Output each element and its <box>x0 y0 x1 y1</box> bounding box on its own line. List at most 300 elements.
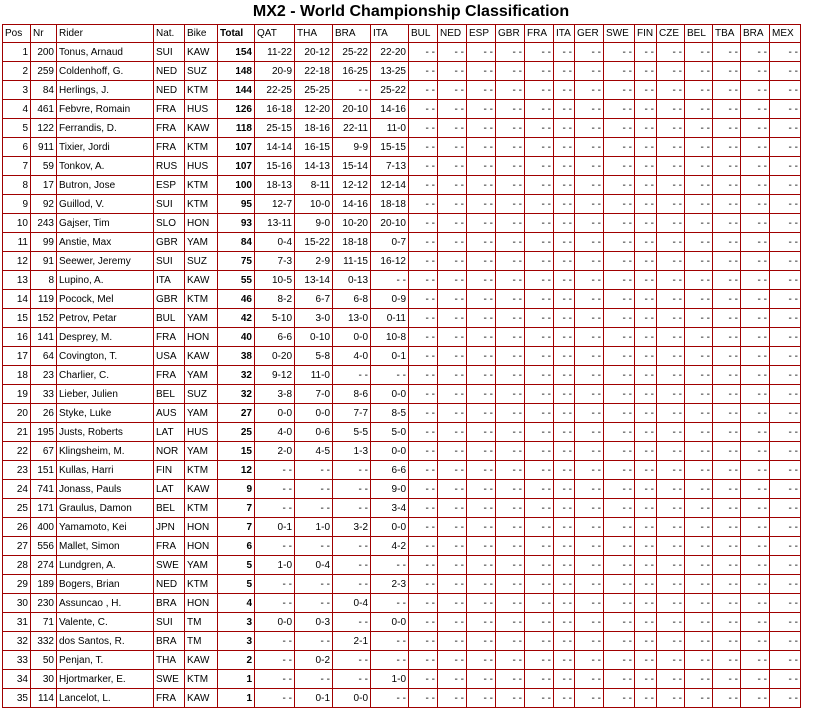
nation-cell: FRA <box>154 366 185 385</box>
nation-cell: ITA <box>154 271 185 290</box>
race-cell: - - <box>685 651 713 670</box>
race-cell: - - <box>554 613 575 632</box>
race-cell: - - <box>713 499 741 518</box>
race-cell: - - <box>255 537 295 556</box>
race-cell: - - <box>438 632 467 651</box>
bike-cell: HUS <box>185 423 218 442</box>
race-cell: - - <box>604 575 635 594</box>
nation-cell: RUS <box>154 157 185 176</box>
race-cell: - - <box>409 366 438 385</box>
race-cell: 8-2 <box>255 290 295 309</box>
pos-cell: 20 <box>2 404 31 423</box>
table-row <box>2 670 801 689</box>
race-cell: - - <box>713 423 741 442</box>
pos-cell: 19 <box>2 385 31 404</box>
race-cell: - - <box>713 195 741 214</box>
race-cell: - - <box>685 176 713 195</box>
race-cell: - - <box>770 100 801 119</box>
pos-cell: 28 <box>2 556 31 575</box>
total-cell: 84 <box>218 233 255 252</box>
race-cell: - - <box>657 62 685 81</box>
rider-cell: Butron, Jose <box>57 176 154 195</box>
nation-cell: SWE <box>154 670 185 689</box>
race-cell: - - <box>371 632 409 651</box>
race-cell: - - <box>770 480 801 499</box>
race-cell: - - <box>685 100 713 119</box>
race-cell: - - <box>713 385 741 404</box>
number-cell: 50 <box>31 651 57 670</box>
table-row <box>2 252 801 271</box>
race-cell: - - <box>575 309 604 328</box>
race-cell: - - <box>685 328 713 347</box>
race-cell: - - <box>554 81 575 100</box>
race-cell: - - <box>525 347 554 366</box>
race-cell: 25-22 <box>371 81 409 100</box>
race-cell: - - <box>467 442 496 461</box>
race-cell: - - <box>409 556 438 575</box>
race-cell: - - <box>525 138 554 157</box>
race-cell: - - <box>685 347 713 366</box>
race-cell: 7-0 <box>295 385 333 404</box>
race-cell: - - <box>554 461 575 480</box>
race-cell: - - <box>467 157 496 176</box>
rider-cell: Herlings, J. <box>57 81 154 100</box>
rider-cell: Petrov, Petar <box>57 309 154 328</box>
race-cell: - - <box>741 328 770 347</box>
race-cell: - - <box>496 233 525 252</box>
race-cell: - - <box>685 252 713 271</box>
race-cell: - - <box>657 290 685 309</box>
column-header: QAT <box>255 24 295 43</box>
race-cell: - - <box>604 62 635 81</box>
total-cell: 42 <box>218 309 255 328</box>
race-cell: - - <box>770 442 801 461</box>
race-cell: - - <box>438 423 467 442</box>
bike-cell: TM <box>185 613 218 632</box>
race-cell: 22-20 <box>371 43 409 62</box>
race-cell: - - <box>438 499 467 518</box>
race-cell: - - <box>604 328 635 347</box>
race-cell: - - <box>525 575 554 594</box>
race-cell: - - <box>713 537 741 556</box>
nation-cell: SWE <box>154 556 185 575</box>
table-header <box>2 24 801 43</box>
bike-cell: KTM <box>185 461 218 480</box>
table-row <box>2 176 801 195</box>
race-cell: - - <box>438 575 467 594</box>
race-cell: - - <box>657 385 685 404</box>
race-cell: 0-0 <box>371 442 409 461</box>
race-cell: 13-14 <box>295 271 333 290</box>
race-cell: - - <box>409 214 438 233</box>
column-header: Bike <box>185 24 218 43</box>
nation-cell: GBR <box>154 290 185 309</box>
race-cell: - - <box>525 442 554 461</box>
number-cell: 200 <box>31 43 57 62</box>
race-cell: 14-13 <box>295 157 333 176</box>
table-row <box>2 423 801 442</box>
race-cell: - - <box>554 575 575 594</box>
race-cell: - - <box>635 575 657 594</box>
race-cell: - - <box>685 43 713 62</box>
bike-cell: HON <box>185 537 218 556</box>
race-cell: - - <box>713 442 741 461</box>
column-header: SWE <box>604 24 635 43</box>
race-cell: - - <box>685 404 713 423</box>
race-cell: - - <box>525 537 554 556</box>
race-cell: - - <box>467 176 496 195</box>
race-cell: 20-10 <box>371 214 409 233</box>
race-cell: - - <box>371 366 409 385</box>
table-row <box>2 233 801 252</box>
race-cell: - - <box>657 214 685 233</box>
race-cell: - - <box>255 651 295 670</box>
race-cell: - - <box>438 119 467 138</box>
race-cell: - - <box>409 176 438 195</box>
race-cell: - - <box>604 233 635 252</box>
number-cell: 556 <box>31 537 57 556</box>
nation-cell: GBR <box>154 233 185 252</box>
rider-cell: Mallet, Simon <box>57 537 154 556</box>
race-cell: - - <box>438 556 467 575</box>
pos-cell: 34 <box>2 670 31 689</box>
total-cell: 5 <box>218 575 255 594</box>
race-cell: - - <box>741 613 770 632</box>
race-cell: - - <box>496 461 525 480</box>
race-cell: - - <box>467 81 496 100</box>
table-row <box>2 43 801 62</box>
race-cell: - - <box>685 290 713 309</box>
rider-cell: Seewer, Jeremy <box>57 252 154 271</box>
race-cell: - - <box>741 100 770 119</box>
bike-cell: SUZ <box>185 62 218 81</box>
race-cell: - - <box>685 670 713 689</box>
column-header: GBR <box>496 24 525 43</box>
rider-cell: Anstie, Max <box>57 233 154 252</box>
race-cell: - - <box>685 499 713 518</box>
race-cell: - - <box>409 328 438 347</box>
nation-cell: ESP <box>154 176 185 195</box>
column-header: Nr <box>31 24 57 43</box>
race-cell: - - <box>438 366 467 385</box>
race-cell: 25-25 <box>295 81 333 100</box>
nation-cell: LAT <box>154 480 185 499</box>
table-row <box>2 81 801 100</box>
pos-cell: 7 <box>2 157 31 176</box>
total-cell: 32 <box>218 366 255 385</box>
race-cell: - - <box>525 518 554 537</box>
race-cell: - - <box>635 157 657 176</box>
race-cell: - - <box>604 613 635 632</box>
race-cell: - - <box>575 518 604 537</box>
race-cell: - - <box>575 347 604 366</box>
race-cell: 16-15 <box>295 138 333 157</box>
race-cell: - - <box>438 651 467 670</box>
race-cell: - - <box>525 594 554 613</box>
race-cell: - - <box>295 480 333 499</box>
race-cell: - - <box>741 309 770 328</box>
nation-cell: LAT <box>154 423 185 442</box>
table-row <box>2 594 801 613</box>
rider-cell: Styke, Luke <box>57 404 154 423</box>
race-cell: - - <box>496 385 525 404</box>
race-cell: - - <box>554 176 575 195</box>
nation-cell: BEL <box>154 385 185 404</box>
race-cell: - - <box>525 43 554 62</box>
table-row <box>2 347 801 366</box>
number-cell: 8 <box>31 271 57 290</box>
race-cell: - - <box>713 328 741 347</box>
column-header: FRA <box>525 24 554 43</box>
race-cell: 15-14 <box>333 157 371 176</box>
number-cell: 122 <box>31 119 57 138</box>
race-cell: - - <box>525 157 554 176</box>
total-cell: 95 <box>218 195 255 214</box>
race-cell: - - <box>635 670 657 689</box>
number-cell: 23 <box>31 366 57 385</box>
race-cell: 14-14 <box>255 138 295 157</box>
race-cell: - - <box>438 290 467 309</box>
race-cell: 0-11 <box>371 309 409 328</box>
total-cell: 7 <box>218 499 255 518</box>
race-cell: - - <box>741 480 770 499</box>
race-cell: - - <box>525 689 554 708</box>
number-cell: 64 <box>31 347 57 366</box>
race-cell: - - <box>496 62 525 81</box>
race-cell: 0-20 <box>255 347 295 366</box>
race-cell: - - <box>333 613 371 632</box>
race-cell: - - <box>604 119 635 138</box>
rider-cell: Hjortmarker, E. <box>57 670 154 689</box>
race-cell: - - <box>467 347 496 366</box>
race-cell: - - <box>685 366 713 385</box>
race-cell: 13-0 <box>333 309 371 328</box>
race-cell: - - <box>770 290 801 309</box>
race-cell: - - <box>657 176 685 195</box>
race-cell: - - <box>770 347 801 366</box>
race-cell: - - <box>635 613 657 632</box>
bike-cell: YAM <box>185 309 218 328</box>
bike-cell: HUS <box>185 100 218 119</box>
race-cell: - - <box>295 575 333 594</box>
race-cell: - - <box>713 214 741 233</box>
race-cell: - - <box>685 480 713 499</box>
race-cell: - - <box>525 309 554 328</box>
rider-cell: Pocock, Mel <box>57 290 154 309</box>
race-cell: - - <box>438 271 467 290</box>
race-cell: 10-20 <box>333 214 371 233</box>
race-cell: - - <box>770 518 801 537</box>
race-cell: - - <box>496 43 525 62</box>
race-cell: - - <box>575 461 604 480</box>
race-cell: 12-7 <box>255 195 295 214</box>
race-cell: - - <box>467 214 496 233</box>
nation-cell: BEL <box>154 499 185 518</box>
race-cell: 0-0 <box>333 689 371 708</box>
race-cell: - - <box>635 195 657 214</box>
race-cell: - - <box>333 651 371 670</box>
race-cell: - - <box>770 613 801 632</box>
race-cell: - - <box>525 233 554 252</box>
race-cell: - - <box>713 138 741 157</box>
race-cell: - - <box>657 119 685 138</box>
race-cell: - - <box>635 214 657 233</box>
table-row <box>2 442 801 461</box>
race-cell: - - <box>295 632 333 651</box>
race-cell: - - <box>770 81 801 100</box>
table-row <box>2 575 801 594</box>
table-row <box>2 651 801 670</box>
table-row <box>2 271 801 290</box>
total-cell: 3 <box>218 632 255 651</box>
race-cell: 5-8 <box>295 347 333 366</box>
total-cell: 126 <box>218 100 255 119</box>
table-row <box>2 518 801 537</box>
race-cell: - - <box>657 138 685 157</box>
race-cell: - - <box>409 480 438 499</box>
pos-cell: 16 <box>2 328 31 347</box>
race-cell: 18-16 <box>295 119 333 138</box>
race-cell: 11-22 <box>255 43 295 62</box>
race-cell: - - <box>496 499 525 518</box>
table-row <box>2 480 801 499</box>
nation-cell: SLO <box>154 214 185 233</box>
race-cell: - - <box>438 176 467 195</box>
race-cell: - - <box>496 214 525 233</box>
race-cell: - - <box>409 651 438 670</box>
race-cell: - - <box>713 632 741 651</box>
rider-cell: Covington, T. <box>57 347 154 366</box>
race-cell: - - <box>467 537 496 556</box>
pos-cell: 23 <box>2 461 31 480</box>
total-cell: 9 <box>218 480 255 499</box>
table-row <box>2 309 801 328</box>
rider-cell: Graulus, Damon <box>57 499 154 518</box>
nation-cell: NED <box>154 81 185 100</box>
race-cell: - - <box>575 632 604 651</box>
race-cell: 8-5 <box>371 404 409 423</box>
number-cell: 152 <box>31 309 57 328</box>
race-cell: - - <box>657 613 685 632</box>
race-cell: - - <box>635 100 657 119</box>
race-cell: - - <box>657 157 685 176</box>
race-cell: - - <box>554 233 575 252</box>
race-cell: - - <box>741 670 770 689</box>
race-cell: - - <box>496 119 525 138</box>
number-cell: 189 <box>31 575 57 594</box>
race-cell: - - <box>554 366 575 385</box>
column-header: TBA <box>713 24 741 43</box>
race-cell: - - <box>409 423 438 442</box>
rider-cell: Charlier, C. <box>57 366 154 385</box>
number-cell: 400 <box>31 518 57 537</box>
race-cell: - - <box>409 461 438 480</box>
race-cell: 7-13 <box>371 157 409 176</box>
race-cell: - - <box>575 252 604 271</box>
race-cell: - - <box>635 81 657 100</box>
race-cell: - - <box>657 689 685 708</box>
race-cell: 13-11 <box>255 214 295 233</box>
race-cell: - - <box>409 233 438 252</box>
number-cell: 67 <box>31 442 57 461</box>
race-cell: 18-18 <box>333 233 371 252</box>
race-cell: - - <box>554 290 575 309</box>
race-cell: - - <box>635 62 657 81</box>
race-cell: - - <box>496 366 525 385</box>
race-cell: - - <box>575 480 604 499</box>
nation-cell: NOR <box>154 442 185 461</box>
rider-cell: Guillod, V. <box>57 195 154 214</box>
race-cell: - - <box>554 43 575 62</box>
race-cell: - - <box>770 43 801 62</box>
total-cell: 107 <box>218 157 255 176</box>
column-header: MEX <box>770 24 801 43</box>
race-cell: - - <box>770 195 801 214</box>
total-cell: 5 <box>218 556 255 575</box>
race-cell: - - <box>409 499 438 518</box>
nation-cell: FIN <box>154 461 185 480</box>
race-cell: - - <box>467 271 496 290</box>
rider-cell: Kullas, Harri <box>57 461 154 480</box>
race-cell: - - <box>295 594 333 613</box>
race-cell: - - <box>575 214 604 233</box>
race-cell: - - <box>525 176 554 195</box>
race-cell: - - <box>409 689 438 708</box>
race-cell: - - <box>604 176 635 195</box>
race-cell: 0-4 <box>255 233 295 252</box>
bike-cell: SUZ <box>185 252 218 271</box>
race-cell: - - <box>496 651 525 670</box>
bike-cell: KTM <box>185 176 218 195</box>
race-cell: - - <box>770 252 801 271</box>
race-cell: 13-25 <box>371 62 409 81</box>
race-cell: - - <box>685 309 713 328</box>
pos-cell: 26 <box>2 518 31 537</box>
pos-cell: 6 <box>2 138 31 157</box>
number-cell: 59 <box>31 157 57 176</box>
race-cell: 0-0 <box>295 404 333 423</box>
race-cell: - - <box>409 62 438 81</box>
table-row <box>2 366 801 385</box>
race-cell: - - <box>657 499 685 518</box>
race-cell: - - <box>685 138 713 157</box>
bike-cell: KTM <box>185 575 218 594</box>
race-cell: - - <box>333 499 371 518</box>
race-cell: 15-22 <box>295 233 333 252</box>
race-cell: - - <box>713 461 741 480</box>
total-cell: 55 <box>218 271 255 290</box>
race-cell: - - <box>713 290 741 309</box>
nation-cell: FRA <box>154 689 185 708</box>
race-cell: - - <box>554 195 575 214</box>
race-cell: - - <box>635 252 657 271</box>
number-cell: 71 <box>31 613 57 632</box>
race-cell: - - <box>554 138 575 157</box>
race-cell: - - <box>525 214 554 233</box>
race-cell: - - <box>525 290 554 309</box>
race-cell: 0-0 <box>371 518 409 537</box>
pos-cell: 5 <box>2 119 31 138</box>
race-cell: - - <box>409 404 438 423</box>
race-cell: - - <box>604 195 635 214</box>
pos-cell: 29 <box>2 575 31 594</box>
pos-cell: 17 <box>2 347 31 366</box>
race-cell: - - <box>713 100 741 119</box>
race-cell: - - <box>554 62 575 81</box>
pos-cell: 21 <box>2 423 31 442</box>
nation-cell: BRA <box>154 594 185 613</box>
table-row <box>2 157 801 176</box>
